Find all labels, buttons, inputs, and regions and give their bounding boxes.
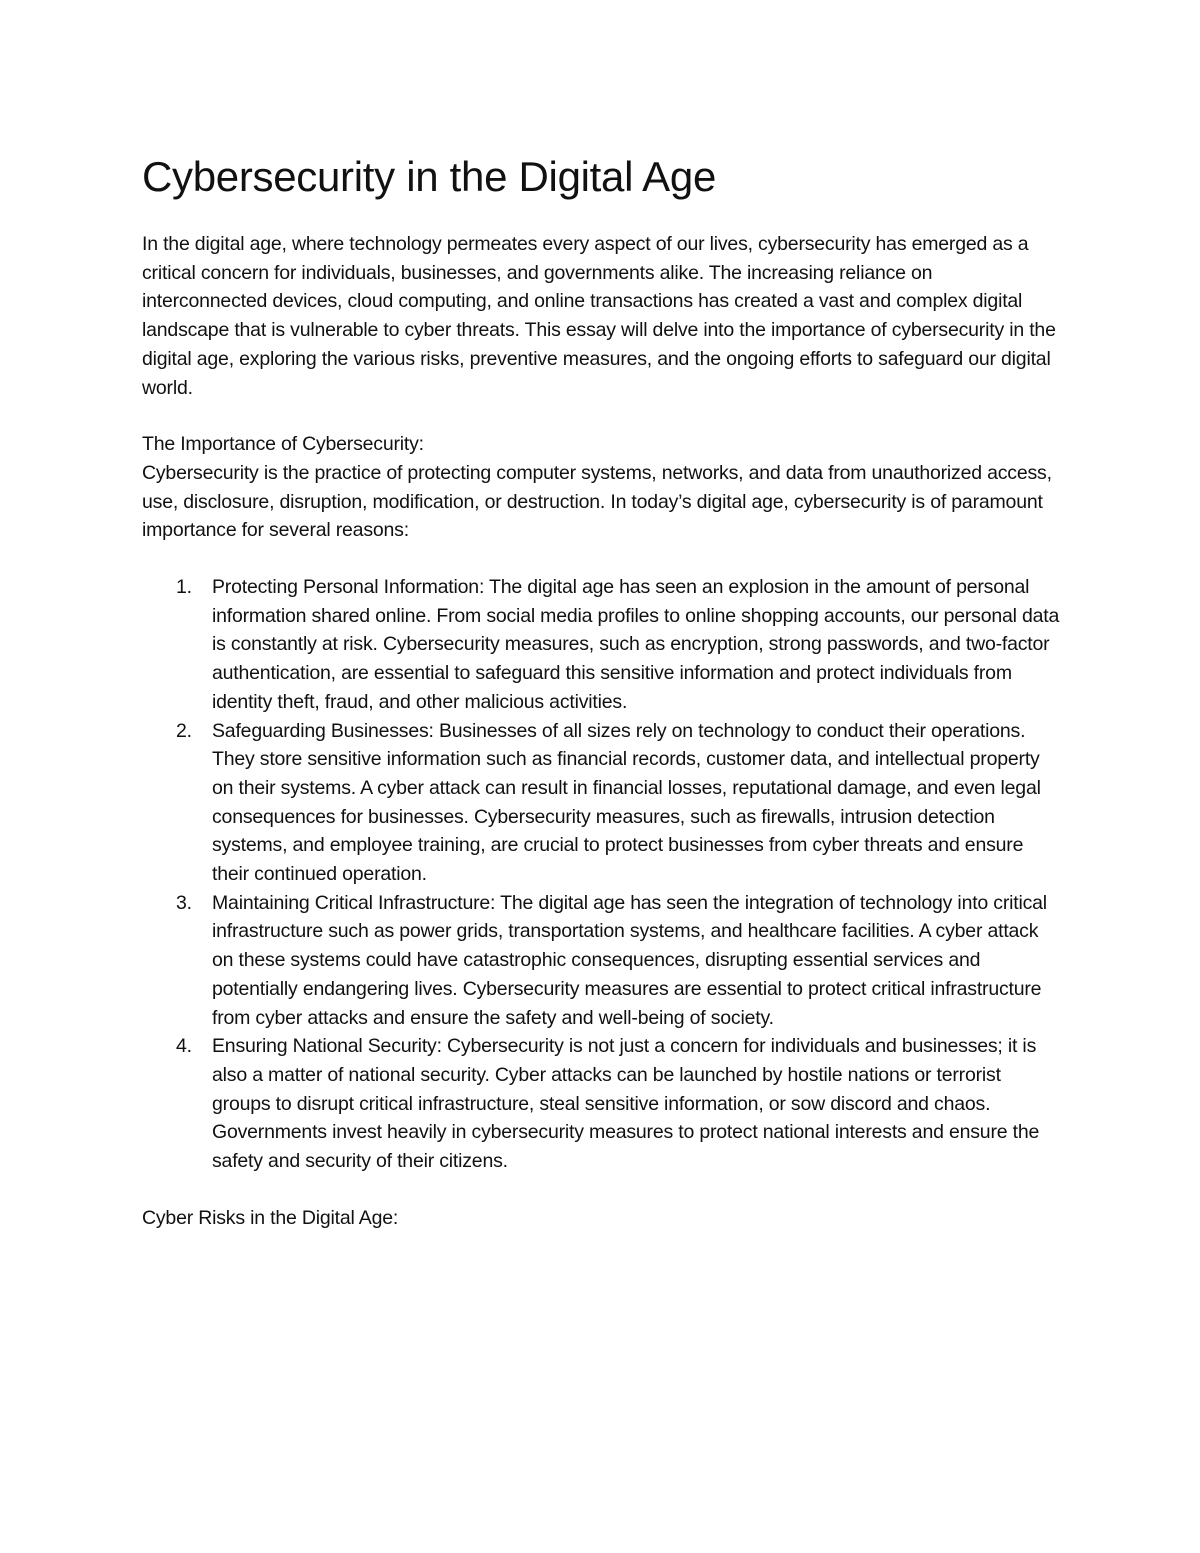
spacer — [142, 1176, 1062, 1204]
document-title: Cybersecurity in the Digital Age — [142, 153, 717, 200]
list-item-text: Ensuring National Security: Cybersecurity is not just a concern for individuals and businesses; it is also a matter of national security. Cyber attacks can be launched by hostile nations or terrorist groups to disrupt critical infrastructure, steal sensitive information, or sow discord and chaos. Governments invest heavily in cybersecurity measures to protect national interests and ensure the safety and security of their citizens. — [212, 1035, 1040, 1173]
list-number: 4. — [176, 1035, 192, 1058]
list-item-text: Protecting Personal Information: The digital age has seen an explosion in the amount of personal information shared online. From social media profiles to online shopping accounts, our personal data is constantly at risk. Cybersecurity measures, such as encryption, strong passwords, and two-factor authentication, are essential to safeguard this sensitive information and protect individuals from identity theft, fraud, and other malicious activities. — [212, 576, 1060, 713]
spacer — [142, 402, 1062, 430]
list-item-text: Maintaining Critical Infrastructure: The digital age has seen the integration of technology into critical infrastructure such as power grids, transportation systems, and healthcare facilities. A cyber attack on these systems could have catastrophic consequences, disrupting essential services and potentially endangering lives. Cybersecurity measures are essential to protect critical infrastructure from cyber attacks and ensure the safety and well-being of society. — [212, 891, 1047, 1029]
section-heading-risks: Cyber Risks in the Digital Age: — [142, 1206, 399, 1229]
section-body-importance: Cybersecurity is the practice of protecting computer systems, networks, and data from unauthorized access, use, disclosure, disruption, modification, or destruction. In today’s digital age, cybersecurity is of paramount importance for several reasons: — [142, 461, 1052, 542]
spacer — [142, 545, 1062, 573]
list-number: 2. — [176, 719, 192, 742]
list-item-infrastructure — [142, 889, 1062, 1033]
reasons-list — [142, 573, 1062, 1176]
list-number: 3. — [176, 891, 192, 914]
list-item-personal-information — [142, 573, 1062, 717]
list-item-national-security — [142, 1032, 1062, 1176]
list-item-text: Safeguarding Businesses: Businesses of all sizes rely on technology to conduct their operations. They store sensitive information such as financial records, customer data, and intellectual property on their systems. A cyber attack can result in financial losses, reputational damage, and even legal consequences for businesses. Cybersecurity measures, such as firewalls, intrusion detection systems, and employee training, are crucial to protect businesses from cyber threats and ensure their continued operation. — [212, 719, 1041, 886]
document-body — [142, 150, 1062, 1233]
list-number: 1. — [176, 576, 192, 599]
intro-paragraph: In the digital age, where technology permeates every aspect of our lives, cybersecurity has emerged as a critical concern for individuals, businesses, and governments alike. The increasing reliance on interconnected devices, cloud computing, and online transactions has created a vast and complex digital landscape that is vulnerable to cyber threats. This essay will delve into the importance of cybersecurity in the digital age, exploring the various risks, preventive measures, and the ongoing efforts to safeguard our digital world. — [142, 233, 1056, 399]
list-item-businesses — [142, 717, 1062, 889]
section-heading-importance: The Importance of Cybersecurity: — [142, 433, 424, 456]
